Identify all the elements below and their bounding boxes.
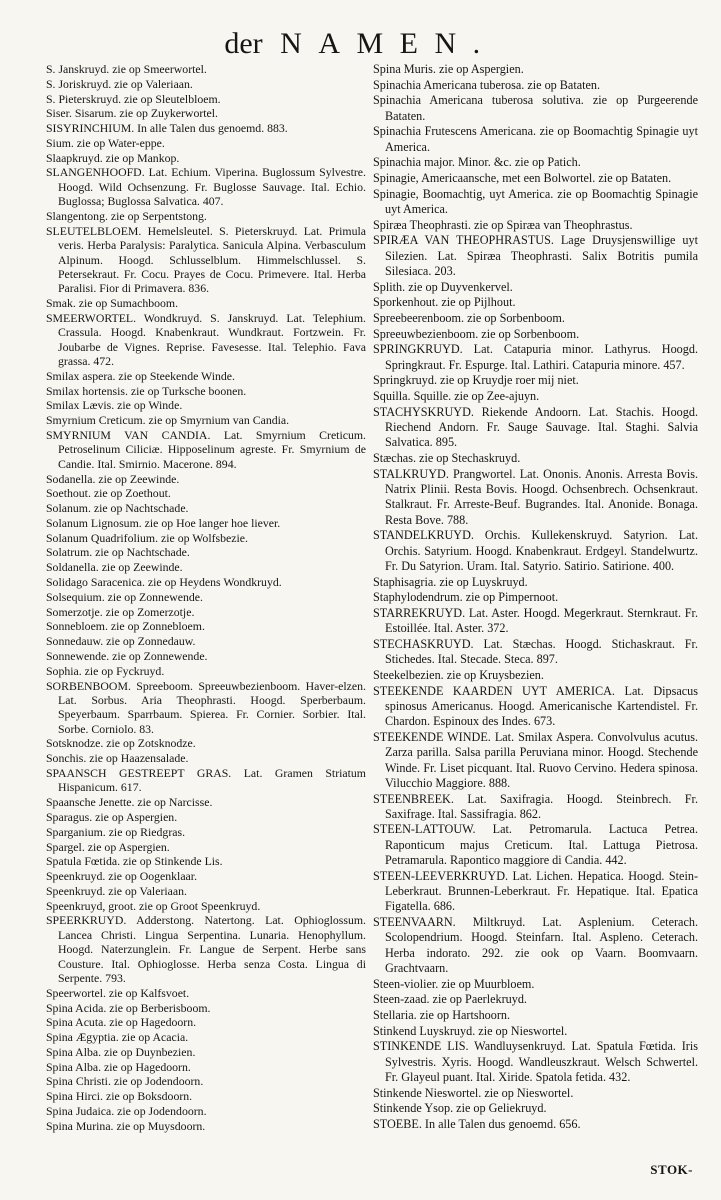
index-entry: Soethout. zie op Zoethout.: [46, 486, 171, 501]
index-entry: STEENBREEK. Lat. Saxifragia. Hoogd. Steinbrech. Fr. Saxifrage. Ital. Sassifragia. 862.: [373, 791, 698, 821]
index-entry: SPRINGKRUYD. Lat. Catapuria minor. Lathyrus. Hoogd. Springkraut. Fr. Espurge. Ital. Lathiri. Catapuria minore. 457.: [373, 342, 698, 372]
index-entry: Sonnedauw. zie op Zonnedauw.: [46, 634, 196, 649]
index-entry: Sonnebloem. zie op Zonnebloem.: [46, 619, 205, 634]
index-entry: Smilax hortensis. zie op Turksche boonen.: [46, 383, 247, 398]
header-lead-word: der: [224, 27, 263, 60]
index-entry: Smilax aspera. zie op Steekende Winde.: [46, 368, 235, 383]
index-entry: Spinachia Frutescens Americana. zie op Boomachtig Spinagie uyt America.: [373, 124, 698, 154]
index-entry: Solanum Quadrifolium. zie op Wolfsbezie.: [46, 530, 248, 545]
index-entry: Spinachia Americana tuberosa. zie op Bataten.: [373, 77, 601, 92]
index-entry: Springkruyd. zie op Kruydje roer mij niet.: [373, 373, 579, 388]
index-entry: Sonchis. zie op Haazensalade.: [46, 751, 189, 766]
index-entry: Solanum. zie op Nachtschade.: [46, 501, 189, 516]
index-entry: Soldanella. zie op Zeewinde.: [46, 560, 183, 575]
index-entry: Smak. zie op Sumachboom.: [46, 296, 179, 311]
index-entry: S. Janskruyd. zie op Smeerwortel.: [46, 62, 207, 76]
index-entry: SPIRÆA VAN THEOPHRASTUS. Lage Druysjenswillige uyt Silezien. Lat. Spiræa Theophrasti. Salix Botritis pumila Silesiaca. 203.: [373, 233, 698, 278]
index-entry: STOEBE. In alle Talen dus genoemd. 656.: [373, 1117, 581, 1132]
index-entry: Steen-violier. zie op Muurbloem.: [373, 976, 535, 991]
index-entry: Sium. zie op Water-eppe.: [46, 135, 165, 150]
index-entry: S. Joriskruyd. zie op Valeriaan.: [46, 76, 193, 91]
index-entry: Solanum Lignosum. zie op Hoe langer hoe liever.: [46, 515, 281, 530]
index-entry: Solatrum. zie op Nachtschade.: [46, 545, 190, 560]
index-entry: STEEKENDE WINDE. Lat. Smilax Aspera. Convolvulus acutus. Zarza parilla. Salsa parilla Peruviana minor. Hoogd. Stechende Winde. Fr. Liset picquant. Ital. Ruovo Cervino. Hedera spinosa. Vilucchio Maggiore. 888.: [373, 729, 698, 790]
index-entry: SLANGENHOOFD. Lat. Echium. Viperina. Buglossum Sylvestre. Hoogd. Wild Ochsenzung. Fr. Buglosse Sauvage. Ital. Echio. Buglossa; Buglossa Salvatica. 407.: [46, 165, 366, 209]
index-entry: Speenkruyd, groot. zie op Groot Speenkruyd.: [46, 898, 261, 913]
index-entry: Stellaria. zie op Hartshoorn.: [373, 1008, 511, 1022]
index-entry: Spina Christi. zie op Jodendoorn.: [46, 1074, 204, 1089]
index-entry: Sophia. zie op Fyckruyd.: [46, 663, 165, 678]
index-entry: STINKENDE LIS. Wandluysenkruyd. Lat. Spatula Fœtida. Iris Sylvestris. Xyris. Hoogd. Wandleuszkraut. Welsch Schwertel. Fr. Glayeul puant. Ital. Xiride. Spatola fetida. 432.: [373, 1039, 698, 1084]
index-entry: SPEERKRUYD. Adderstong. Natertong. Lat. Ophioglossum. Lancea Christi. Lingua Serpentina. Lunaria. Henophyllum. Hoogd. Naterzunglein. Fr. Langue de Serpent. Herbe sans Cousture. Ital. Ophioglosse. Herba senza Costa. Lingua di Serpente. 793.: [46, 913, 366, 986]
index-entry: S. Pieterskruyd. zie op Sleutelbloem.: [46, 91, 221, 106]
index-entry: STACHYSKRUYD. Riekende Andoorn. Lat. Stachis. Hoogd. Riechend Andorn. Fr. Sauge Sauvage. Ital. Staghi. Salvia Salvatica. 895.: [373, 404, 698, 450]
index-entry: Sonnewende. zie op Zonnewende.: [46, 648, 208, 663]
index-entry: Sotsknodze. zie op Zotsknodze.: [46, 736, 196, 751]
index-entry: Spatula Fœtida. zie op Stinkende Lis.: [46, 854, 223, 869]
index-entry: Solsequium. zie op Zonnewende.: [46, 589, 203, 604]
index-entry: Spina Muris. zie op Aspergien.: [373, 62, 524, 76]
index-entry: Somerzotje. zie op Zomerzotje.: [46, 604, 195, 619]
index-entry: STANDELKRUYD. Orchis. Kullekenskruyd. Satyrion. Lat. Orchis. Satyrium. Hoogd. Knabenkraut. Erdgeyl. Standelwurtz. Fr. Du Satyrion. Uram. Ital. Satyrio. Satirio. Satirione. 400.: [373, 528, 698, 573]
index-entry: SORBENBOOM. Spreeboom. Spreeuwbezienboom. Haver-elzen. Lat. Sorbus. Aria Theophrasti. Hoogd. Sperberbaum. Speyerbaum. Sparrbaum. Spierea. Fr. Cornier. Sorbier. Ital. Sorbe. Corniolo. 83.: [46, 678, 366, 736]
index-entry: Spinagie, Boomachtig, uyt America. zie op Boomachtig Spinagie uyt America.: [373, 186, 698, 217]
index-entry: Staphylodendrum. zie op Pimpernoot.: [373, 590, 559, 605]
index-entry: Speerwortel. zie op Kalfsvoet.: [46, 985, 190, 1000]
index-entry: Spargel. zie op Aspergien.: [46, 839, 170, 854]
right-column: [373, 62, 698, 1133]
index-entry: Spinachia Americana tuberosa solutiva. zie op Purgeerende Bataten.: [373, 93, 698, 123]
index-entry: Spiræa Theophrasti. zie op Spiræa van Theophrastus.: [373, 217, 633, 232]
index-entry: Spreebeerenboom. zie op Sorbenboom.: [373, 311, 565, 326]
index-entry: Spina Alba. zie op Hagedoorn.: [46, 1059, 191, 1074]
index-entry: Spinagie, Americaansche, met een Bolwortel. zie op Bataten.: [373, 171, 672, 186]
index-entry: Splith. zie op Duyvenkervel.: [373, 279, 513, 294]
index-entry: SMYRNIUM VAN CANDIA. Lat. Smyrnium Creticum. Petroselinum Ciliciæ. Hipposelinum agreste. Fr. Smyrnium de Candie. Ital. Smirnio. Macerone. 894.: [46, 428, 366, 471]
index-entry: Stinkende Ysop. zie op Geliekruyd.: [373, 1101, 547, 1116]
index-entry: SLEUTELBLOEM. Hemelsleutel. S. Pieterskruyd. Lat. Primula veris. Herba Paralysis: Paralytica. Sanicula Alpina. Verbasculum Alpinum. Hoogd. Schlusselblum. Himmelschlussel. S. Petersekraut. Fr. Cocu. Prayes de Cocu. Primevere. Ital. Herba Paralisi. Fior di Primavera. 836.: [46, 223, 366, 296]
index-entry: Slaapkruyd. zie op Mankop.: [46, 150, 180, 165]
index-entry: Sporkenhout. zie op Pijlhout.: [373, 295, 516, 310]
index-entry: STALKRUYD. Prangwortel. Lat. Ononis. Anonis. Arresta Bovis. Natrix Plinii. Resta Bovis. Hoogd. Ochsenbrech. Ochsenkraut. Stalkraut. Fr. Arreste-Beuf. Bugrandes. Ital. Anonide. Bonaga. Resta Bove. 788.: [373, 466, 698, 527]
index-entry: Solidago Saracenica. zie op Heydens Wondkruyd.: [46, 575, 282, 590]
index-entry: SPAANSCH GESTREEPT GRAS. Lat. Gramen Striatum Hispanicum. 617.: [46, 766, 366, 795]
index-entry: Spina Acuta. zie op Hagedoorn.: [46, 1015, 197, 1030]
index-entry: Spina Murina. zie op Muysdoorn.: [46, 1118, 206, 1133]
page-header: [0, 26, 721, 62]
left-column: [46, 62, 366, 1134]
index-entry: Siser. Sisarum. zie op Zuykerwortel.: [46, 106, 219, 121]
index-entry: STEEN-LATTOUW. Lat. Petromarula. Lactuca Petrea. Raponticum majus Creticum. Ital. Lattuga Pietrosa. Petramarula. Rapontico maggiore di Candia. 442.: [373, 822, 698, 868]
index-entry: STARREKRUYD. Lat. Aster. Hoogd. Megerkraut. Sternkraut. Fr. Estoillée. Ital. Aster. 372.: [373, 605, 698, 636]
index-entry: Spina Alba. zie op Duynbezien.: [46, 1044, 196, 1059]
index-entry: Slangentong. zie op Serpentstong.: [46, 209, 207, 224]
index-entry: Stinkende Nieswortel. zie op Nieswortel.: [373, 1085, 574, 1100]
index-entry: Spina Acida. zie op Berberisboom.: [46, 1000, 211, 1015]
index-entry: Steen-zaad. zie op Paerlekruyd.: [373, 992, 527, 1007]
index-entry: Spina Ægyptia. zie op Acacia.: [46, 1030, 189, 1045]
index-entry: Staphisagria. zie op Luyskruyd.: [373, 574, 528, 589]
index-entry: Sparganium. zie op Riedgras.: [46, 824, 186, 839]
index-entry: STECHASKRUYD. Lat. Stæchas. Hoogd. Stichaskraut. Fr. Stichedes. Ital. Stecade. Steca. 897.: [373, 636, 698, 667]
index-entry: Sodanella. zie op Zeewinde.: [46, 471, 180, 486]
index-entry: Spina Judaica. zie op Jodendoorn.: [46, 1104, 207, 1119]
index-entry: Speenkruyd. zie op Valeriaan.: [46, 883, 187, 898]
header-title: NAMEN.: [280, 27, 497, 60]
index-entry: Steekelbezien. zie op Kruysbezien.: [373, 667, 544, 682]
index-entry: Stinkend Luyskruyd. zie op Nieswortel.: [373, 1023, 568, 1038]
index-entry: Spaansche Jenette. zie op Narcisse.: [46, 795, 213, 810]
index-entry: Smilax Lævis. zie op Winde.: [46, 398, 183, 413]
index-entry: Squilla. Squille. zie op Zee-ajuyn.: [373, 389, 540, 404]
index-entry: Smyrnium Creticum. zie op Smyrnium van Candia.: [46, 413, 290, 428]
index-entry: Spinachia major. Minor. &c. zie op Patich.: [373, 155, 581, 170]
index-entry: STEEN-LEEVERKRUYD. Lat. Lichen. Hepatica. Hoogd. Stein-Leberkraut. Brunnen-Leberkraut. Fr. Hepatique. Ital. Epatica Figatella. 686.: [373, 868, 698, 914]
index-entry: STEENVAARN. Miltkruyd. Lat. Asplenium. Ceterach. Scolopendrium. Hoogd. Steinfarn. Ital. Aspleno. Ceterach. Herba indorato. 292. zie ook op Vaarn. Boomvaarn. Grachtvaarn.: [373, 915, 698, 975]
index-entry: Speenkruyd. zie op Oogenklaar.: [46, 869, 198, 884]
catchword: STOK-: [650, 1162, 693, 1177]
index-entry: Spreeuwbezienboom. zie op Sorbenboom.: [373, 326, 580, 341]
index-entry: Spina Hirci. zie op Boksdoorn.: [46, 1089, 193, 1104]
index-entry: SISYRINCHIUM. In alle Talen dus genoemd. 883.: [46, 121, 288, 136]
index-entry: Sparagus. zie op Aspergien.: [46, 809, 178, 824]
index-entry: STEEKENDE KAARDEN UYT AMERICA. Lat. Dipsacus spinosus Americanus. Hoogd. Americanische Kartendistel. Fr. Chardon. Espinoux des Indes. 673.: [373, 683, 698, 729]
index-entry: Stæchas. zie op Stechaskruyd.: [373, 451, 521, 466]
index-entry: SMEERWORTEL. Wondkruyd. S. Janskruyd. Lat. Telephium. Crassula. Hoogd. Knabenkraut. Wundkraut. Fortzwein. Fr. Joubarbe de Vignes. Reprise. Favesesse. Ital. Telephio. Fava grassa. 472.: [46, 310, 366, 369]
